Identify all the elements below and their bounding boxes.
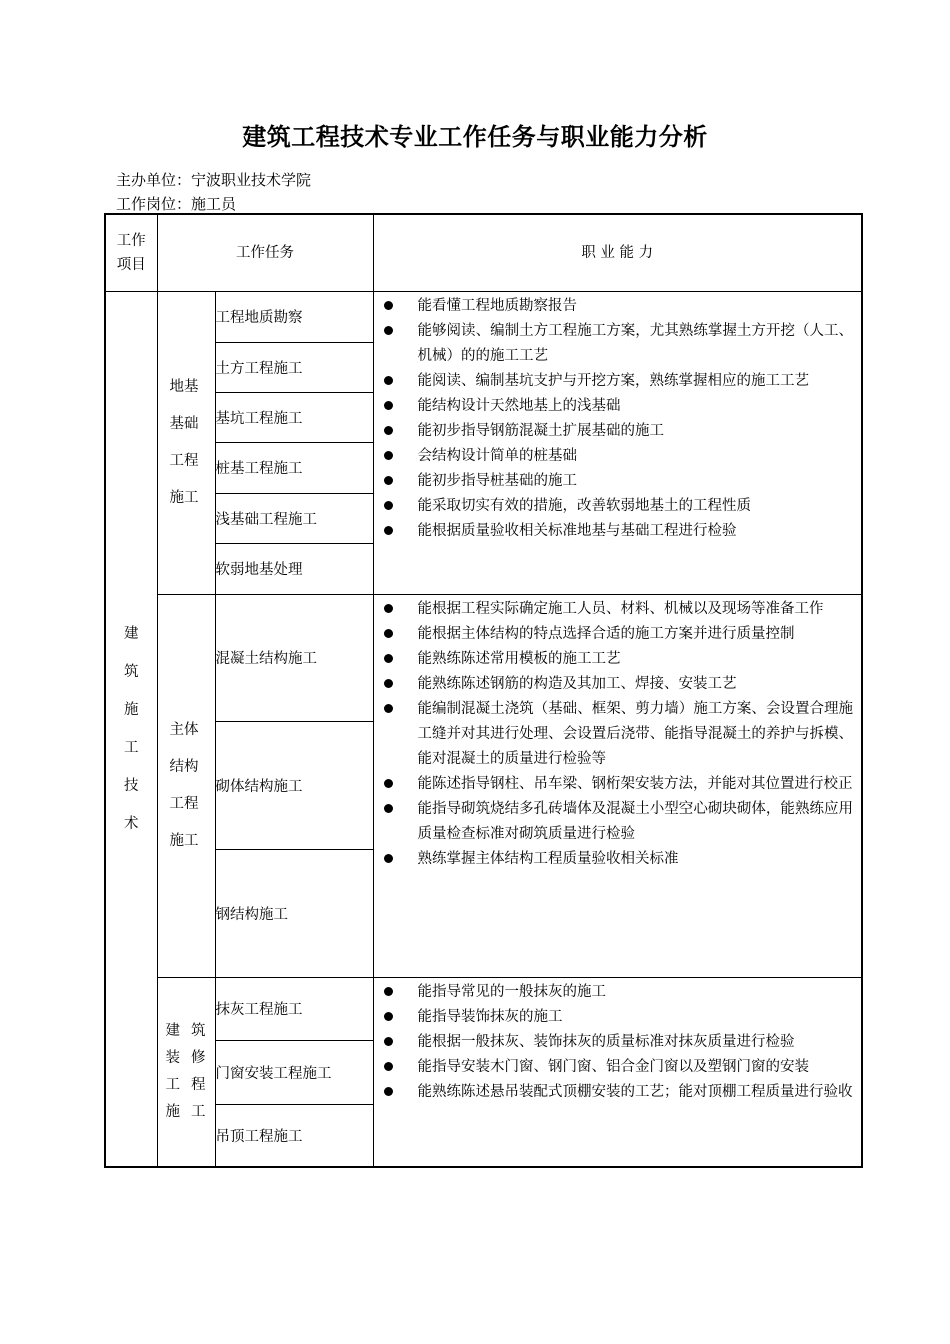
group-name: 地基基础工程施工 [169, 378, 199, 506]
header-ability-cell [373, 214, 862, 291]
task-cell: 砌体结构施工 [215, 721, 373, 849]
ability-item: 熟练掌握主体结构工程质量验收相关标准 [374, 847, 854, 872]
ability-item: 能熟练陈述悬吊装配式顶棚安装的工艺；能对顶棚工程质量进行验收 [374, 1080, 854, 1105]
task-cell: 门窗安装工程施工 [215, 1040, 373, 1104]
position-line: 工作岗位：施工员 [116, 195, 237, 213]
task-cell: 桩基工程施工 [215, 442, 373, 493]
task-cell: 浅基础工程施工 [215, 493, 373, 543]
task-cell: 抹灰工程施工 [215, 977, 373, 1040]
ability-item: 能熟练陈述常用模板的施工工艺 [374, 647, 854, 672]
ability-list [374, 294, 854, 544]
header-item: 工作项目 [116, 232, 146, 273]
header-ability: 职 业 能 力 [581, 244, 654, 261]
ability-item: 能根据一般抹灰、装饰抹灰的质量标准对抹灰质量进行检验 [374, 1030, 854, 1055]
work-item-cell [105, 291, 157, 1167]
header-task: 工作任务 [236, 244, 294, 261]
ability-item: 能初步指导钢筋混凝土扩展基础的施工 [374, 419, 854, 444]
group-cell [157, 594, 215, 977]
header-item-cell [105, 214, 157, 291]
table-header-row [105, 214, 862, 291]
task-cell: 吊顶工程施工 [215, 1104, 373, 1167]
ability-item: 能编制混凝土浇筑（基础、框架、剪力墙）施工方案、会设置合理施工缝并对其进行处理、会设置后浇带、能指导混凝土的养护与拆模、能对混凝土的质量进行检验等 [374, 697, 854, 772]
ability-item: 能指导砌筑烧结多孔砖墙体及混凝土小型空心砌块砌体，能熟练应用质量检查标准对砌筑质量进行检验 [374, 797, 854, 847]
work-item-label: 建筑施工技术 [124, 625, 139, 832]
ability-list [374, 980, 854, 1105]
ability-item: 能指导常见的一般抹灰的施工 [374, 980, 854, 1005]
task-cell: 基坑工程施工 [215, 392, 373, 442]
ability-item: 能指导装饰抹灰的施工 [374, 1005, 854, 1030]
ability-item: 能初步指导桩基础的施工 [374, 469, 854, 494]
task-cell: 钢结构施工 [215, 849, 373, 977]
ability-cell [373, 977, 862, 1167]
group-name: 主体结构工程施工 [169, 721, 199, 849]
table-row [105, 977, 862, 1040]
table-row [105, 594, 862, 721]
ability-item: 能熟练陈述钢筋的构造及其加工、焊接、安装工艺 [374, 672, 854, 697]
task-cell: 混凝土结构施工 [215, 594, 373, 721]
task-cell: 土方工程施工 [215, 342, 373, 392]
ability-item: 能够阅读、编制土方工程施工方案，尤其熟练掌握土方开挖（人工、机械）的的施工工艺 [374, 319, 854, 369]
ability-item: 会结构设计简单的桩基础 [374, 444, 854, 469]
ability-item: 能看懂工程地质勘察报告 [374, 294, 854, 319]
header-task-cell [157, 214, 373, 291]
ability-item: 能根据主体结构的特点选择合适的施工方案并进行质量控制 [374, 622, 854, 647]
ability-cell [373, 594, 862, 977]
task-cell: 工程地质勘察 [215, 291, 373, 342]
group-name: 建筑装修工程施工 [165, 1022, 206, 1120]
ability-item: 能根据工程实际确定施工人员、材料、机械以及现场等准备工作 [374, 597, 854, 622]
ability-item: 能结构设计天然地基上的浅基础 [374, 394, 854, 419]
document-title: 建筑工程技术专业工作任务与职业能力分析 [242, 123, 708, 151]
group-cell [157, 977, 215, 1167]
ability-item: 能阅读、编制基坑支护与开挖方案，熟练掌握相应的施工工艺 [374, 369, 854, 394]
analysis-table [104, 213, 863, 1168]
ability-item: 能陈述指导钢柱、吊车梁、钢桁架安装方法，并能对其位置进行校正 [374, 772, 854, 797]
organizer-line: 主办单位：宁波职业技术学院 [116, 171, 312, 189]
ability-cell [373, 291, 862, 594]
ability-item: 能采取切实有效的措施，改善软弱地基土的工程性质 [374, 494, 854, 519]
ability-item: 能根据质量验收相关标准地基与基础工程进行检验 [374, 519, 854, 544]
ability-item: 能指导安装木门窗、钢门窗、铝合金门窗以及塑钢门窗的安装 [374, 1055, 854, 1080]
task-cell: 软弱地基处理 [215, 543, 373, 594]
ability-list [374, 597, 854, 872]
group-cell [157, 291, 215, 594]
table-row [105, 291, 862, 342]
